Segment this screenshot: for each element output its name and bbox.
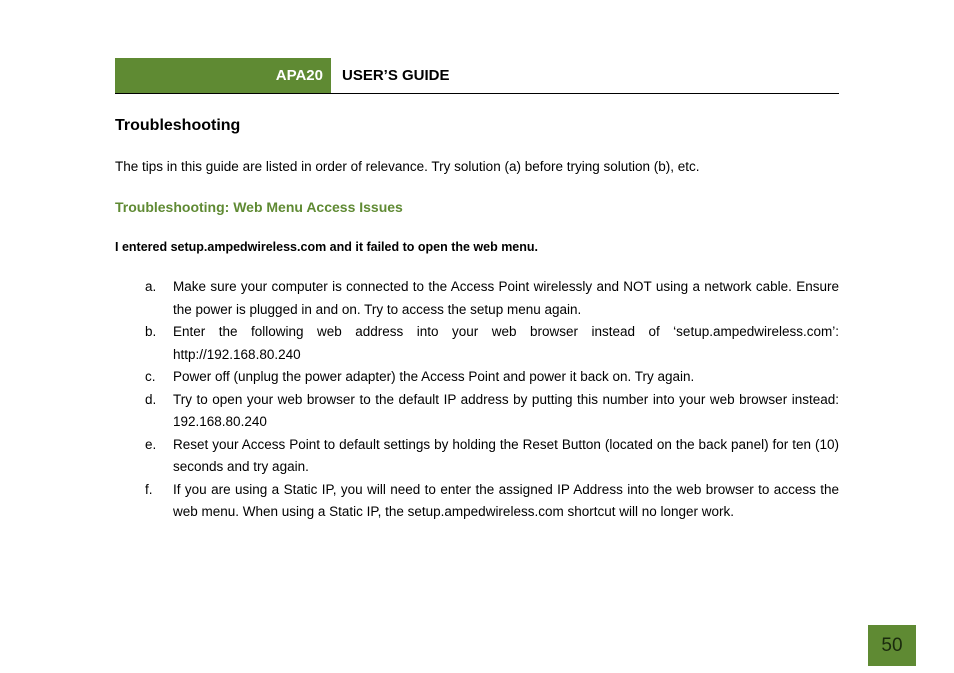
- issue-statement: I entered setup.ampedwireless.com and it failed to open the web menu.: [115, 240, 539, 254]
- step-marker: f.: [145, 481, 153, 497]
- step-text: Enter the following web address into your web browser instead of ‘setup.ampedwireless.com’: http://192.168.80.240: [173, 324, 839, 362]
- step-marker: a.: [145, 279, 157, 294]
- step-item: [145, 321, 839, 366]
- page-number-badge: 50: [868, 625, 916, 666]
- step-text: If you are using a Static IP, you will need to enter the assigned IP Address into the web browser to access the web menu. When using a Static IP, the setup.ampedwireless.com shortcut will no longer work.: [173, 481, 839, 519]
- header-model-badge: APA20: [115, 58, 331, 93]
- step-item: [145, 434, 839, 479]
- step-marker: c.: [145, 369, 156, 384]
- page-header: [115, 58, 839, 94]
- step-marker: d.: [145, 391, 157, 407]
- step-item: [145, 276, 839, 321]
- step-text: Power off (unplug the power adapter) the Access Point and power it back on. Try again.: [173, 369, 695, 384]
- step-marker: b.: [145, 324, 157, 339]
- section-title: Troubleshooting: [115, 117, 241, 134]
- header-guide-title: USER’S GUIDE: [342, 67, 450, 84]
- step-item: [145, 389, 839, 434]
- step-text: Try to open your web browser to the default IP address by putting this number into your web browser instead: 192.168.80.240: [173, 391, 839, 429]
- step-item: [145, 479, 839, 524]
- step-marker: e.: [145, 436, 157, 452]
- step-text: Make sure your computer is connected to the Access Point wirelessly and NOT using a network cable. Ensure the power is plugged in and on. Try to access the setup menu again.: [173, 279, 839, 317]
- troubleshooting-steps-list: [145, 276, 839, 524]
- intro-paragraph: The tips in this guide are listed in order of relevance. Try solution (a) before trying solution (b), etc.: [115, 159, 700, 174]
- subsection-title: Troubleshooting: Web Menu Access Issues: [115, 199, 403, 215]
- step-item: [145, 366, 839, 389]
- step-text: Reset your Access Point to default settings by holding the Reset Button (located on the back panel) for ten (10) seconds and try again.: [173, 436, 839, 474]
